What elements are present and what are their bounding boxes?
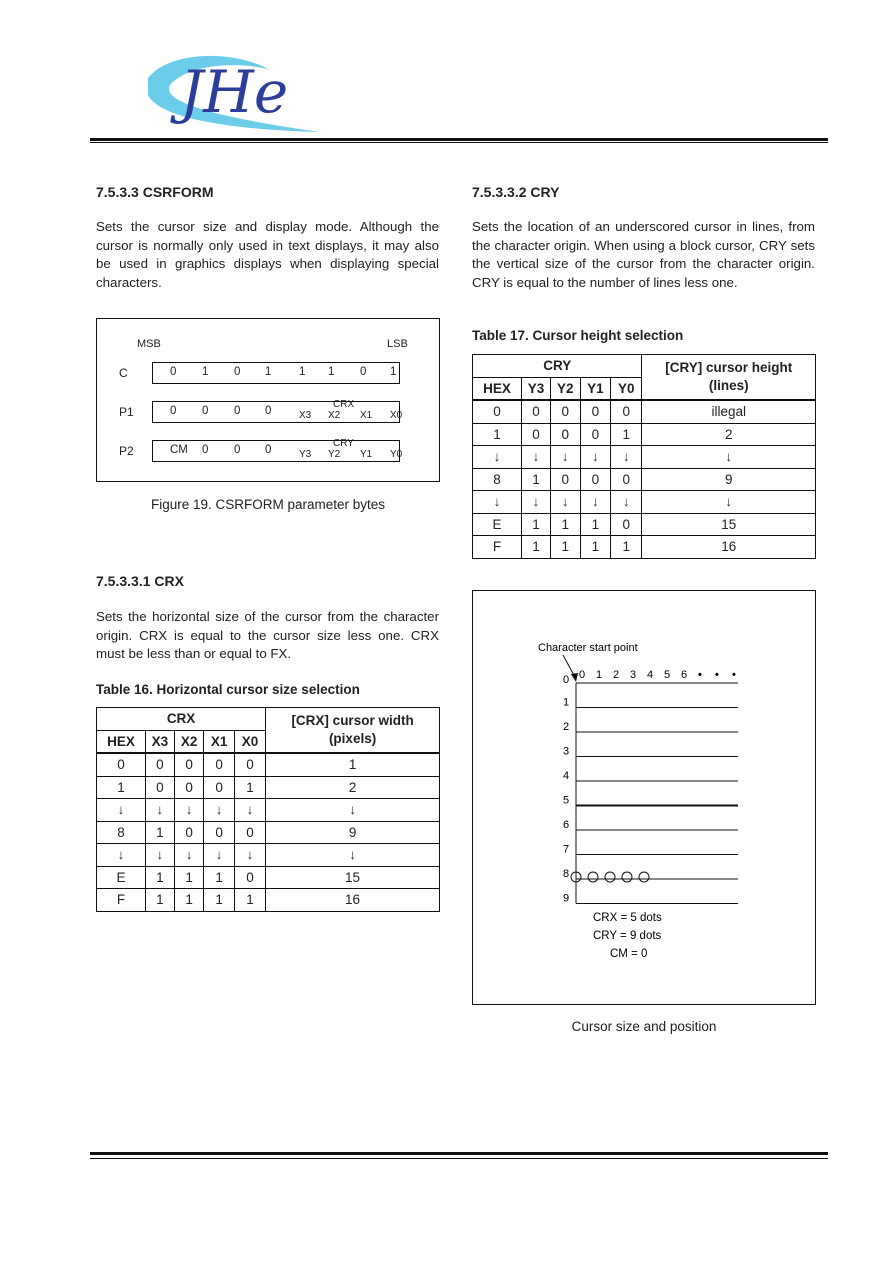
table-cell: 1 bbox=[146, 821, 175, 844]
table-cell: 1 bbox=[522, 513, 551, 536]
y-tick-label: 6 bbox=[563, 819, 570, 831]
y-tick-label: 3 bbox=[563, 745, 570, 758]
table-cell: 0 bbox=[522, 400, 551, 423]
table-column-header: X1 bbox=[204, 730, 234, 753]
cursor-figure-box bbox=[472, 590, 816, 1005]
table-row bbox=[473, 513, 816, 536]
x-tick-label: 5 bbox=[664, 669, 671, 681]
register-bit: 1 bbox=[299, 366, 306, 378]
table-row bbox=[473, 423, 816, 446]
register-bit: 0 bbox=[265, 444, 272, 456]
table-cell: 0 bbox=[550, 423, 580, 446]
table-cell: ↓ bbox=[204, 844, 234, 867]
y-tick-label: 4 bbox=[563, 770, 570, 782]
crx-paragraph: Sets the horizontal size of the cursor from the character origin. CRX is equal to the cursor size less one. CRX must be less than or equal to FX. bbox=[96, 609, 439, 661]
register-bit: 0 bbox=[360, 366, 367, 378]
table-cell: ↓ bbox=[550, 491, 580, 514]
csrform-paragraph: Sets the cursor size and display mode. Although the cursor is normally only used in text displays, it may also be used in graphics displays when displaying special characters. bbox=[96, 219, 439, 290]
register-bit: 0 bbox=[234, 366, 241, 378]
table-row bbox=[97, 753, 440, 776]
table-cell: 15 bbox=[642, 513, 816, 536]
register-label-p1: P1 bbox=[119, 405, 134, 419]
table-cell: 0 bbox=[580, 468, 611, 491]
table-column-header: HEX bbox=[97, 730, 146, 753]
table-cell: 0 bbox=[97, 753, 146, 776]
table-cell: ↓ bbox=[473, 491, 522, 514]
header-rule bbox=[90, 138, 828, 143]
table-cell: ↓ bbox=[611, 491, 642, 514]
table-cell: 0 bbox=[174, 776, 204, 799]
table-cell: ↓ bbox=[642, 491, 816, 514]
table-cell: E bbox=[473, 513, 522, 536]
table-cell: ↓ bbox=[97, 844, 146, 867]
figure-19-caption: Figure 19. CSRFORM parameter bytes bbox=[150, 497, 386, 512]
table-cell: illegal bbox=[642, 400, 816, 423]
table-cell: ↓ bbox=[204, 799, 234, 822]
section-heading-cry: 7.5.3.3.2 CRY bbox=[472, 184, 560, 200]
table-cell: 0 bbox=[550, 400, 580, 423]
table-cell: 1 bbox=[97, 776, 146, 799]
cursor-note: CM = 0 bbox=[610, 948, 648, 960]
table-cell: 8 bbox=[97, 821, 146, 844]
table-cell: 9 bbox=[266, 821, 440, 844]
table-cell: F bbox=[473, 536, 522, 559]
register-label-c: C bbox=[119, 366, 128, 380]
table-row bbox=[473, 446, 816, 469]
table-cell: 0 bbox=[550, 468, 580, 491]
table-16-caption: Table 16. Horizontal cursor size selection bbox=[96, 682, 360, 697]
cursor-diagram bbox=[473, 591, 815, 1004]
table-cell: 1 bbox=[550, 536, 580, 559]
table-cell: 1 bbox=[204, 889, 234, 912]
register-bit: X2 bbox=[328, 410, 341, 421]
register-bit: 0 bbox=[265, 405, 272, 417]
table-cell: 0 bbox=[146, 753, 175, 776]
logo-text: JHe bbox=[180, 58, 289, 126]
table-cell: 16 bbox=[642, 536, 816, 559]
table-cell: ↓ bbox=[174, 799, 204, 822]
cursor-note: CRY = 9 dots bbox=[593, 930, 662, 942]
table-cell: ↓ bbox=[266, 799, 440, 822]
table-cell: 1 bbox=[146, 889, 175, 912]
table-cell: 15 bbox=[266, 866, 440, 889]
register-bit: 1 bbox=[202, 366, 209, 378]
register-group-label: CRY bbox=[333, 438, 354, 449]
register-bit: 0 bbox=[202, 405, 209, 417]
table-row bbox=[473, 536, 816, 559]
table-17-caption: Table 17. Cursor height selection bbox=[472, 328, 684, 343]
table-cell: 1 bbox=[234, 889, 265, 912]
table-cell: 1 bbox=[204, 866, 234, 889]
table-column-header: Y1 bbox=[580, 377, 611, 400]
table-cell: 0 bbox=[473, 400, 522, 423]
table-cell: 1 bbox=[174, 866, 204, 889]
table-cell: 0 bbox=[580, 400, 611, 423]
table-cell: ↓ bbox=[642, 446, 816, 469]
logo-graphic bbox=[140, 40, 340, 135]
cursor-dot bbox=[622, 872, 632, 882]
register-bit: X1 bbox=[360, 410, 373, 421]
register-bit: 0 bbox=[234, 405, 241, 417]
y-tick-label: 7 bbox=[563, 843, 570, 856]
register-bit: 0 bbox=[202, 444, 209, 456]
table-cell: ↓ bbox=[522, 446, 551, 469]
table-row bbox=[473, 468, 816, 491]
table-cell: ↓ bbox=[146, 799, 175, 822]
register-bit: 1 bbox=[328, 366, 335, 378]
table-cell: 0 bbox=[234, 821, 265, 844]
y-tick-label: 1 bbox=[563, 696, 570, 709]
register-bit: Y1 bbox=[360, 449, 373, 460]
table-result-header: [CRX] cursor width (pixels) bbox=[266, 708, 440, 754]
y-tick-label: 9 bbox=[563, 892, 570, 905]
y-tick-label: 0 bbox=[563, 674, 570, 686]
table-cell: ↓ bbox=[580, 491, 611, 514]
table-cell: ↓ bbox=[174, 844, 204, 867]
cursor-dot bbox=[588, 872, 598, 882]
x-tick-label: 4 bbox=[647, 669, 654, 681]
register-bit: X0 bbox=[390, 410, 403, 421]
register-bit: 1 bbox=[390, 366, 397, 378]
table-cell: 1 bbox=[174, 889, 204, 912]
cursor-figure-caption: Cursor size and position bbox=[571, 1019, 717, 1034]
x-tick-label: 6 bbox=[681, 669, 688, 681]
table-column-header: X3 bbox=[146, 730, 175, 753]
table-cell: F bbox=[97, 889, 146, 912]
table-group-header: CRY bbox=[473, 355, 642, 378]
x-tick-label: 0 bbox=[579, 669, 586, 681]
section-heading-csrform: 7.5.3.3 CSRFORM bbox=[96, 184, 214, 200]
register-bit: 1 bbox=[265, 366, 272, 378]
table-cell: 9 bbox=[642, 468, 816, 491]
table-cell: ↓ bbox=[266, 844, 440, 867]
table-cell: 0 bbox=[204, 776, 234, 799]
table-cell: 0 bbox=[611, 400, 642, 423]
table-cell: ↓ bbox=[611, 446, 642, 469]
msb-label: MSB bbox=[137, 338, 161, 350]
table-cell: 8 bbox=[473, 468, 522, 491]
register-label-p2: P2 bbox=[119, 444, 134, 458]
table-cell: 1 bbox=[580, 536, 611, 559]
y-tick-label: 8 bbox=[563, 868, 570, 880]
table-column-header: HEX bbox=[473, 377, 522, 400]
table-cell: 0 bbox=[611, 468, 642, 491]
table-cell: 1 bbox=[234, 776, 265, 799]
table-row bbox=[473, 491, 816, 514]
table-cell: 1 bbox=[580, 513, 611, 536]
x-tick-label: 2 bbox=[613, 669, 620, 681]
lsb-label: LSB bbox=[387, 338, 408, 350]
register-bit: Y2 bbox=[328, 449, 341, 460]
table-cell: 0 bbox=[204, 753, 234, 776]
table-cell: 1 bbox=[146, 866, 175, 889]
table-cell: 2 bbox=[266, 776, 440, 799]
table-cell: 1 bbox=[266, 753, 440, 776]
table-cell: E bbox=[97, 866, 146, 889]
table-cell: 0 bbox=[146, 776, 175, 799]
table-cell: ↓ bbox=[146, 844, 175, 867]
table-16 bbox=[96, 707, 440, 912]
table-cell: 16 bbox=[266, 889, 440, 912]
table-cell: 0 bbox=[234, 866, 265, 889]
start-pointer-arrowhead bbox=[571, 673, 578, 682]
x-tick-label: • bbox=[698, 669, 702, 681]
table-column-header: Y3 bbox=[522, 377, 551, 400]
table-cell: 0 bbox=[174, 821, 204, 844]
table-cell: 1 bbox=[611, 423, 642, 446]
table-cell: 1 bbox=[522, 536, 551, 559]
table-cell: 1 bbox=[550, 513, 580, 536]
table-cell: 1 bbox=[611, 536, 642, 559]
table-group-header: CRX bbox=[97, 708, 266, 731]
table-cell: ↓ bbox=[234, 799, 265, 822]
table-column-header: X0 bbox=[234, 730, 265, 753]
table-cell: 1 bbox=[522, 468, 551, 491]
table-cell: 0 bbox=[522, 423, 551, 446]
table-row bbox=[97, 776, 440, 799]
register-bit: 0 bbox=[170, 366, 177, 378]
cursor-dot bbox=[639, 872, 649, 882]
table-row bbox=[97, 821, 440, 844]
register-group-label: CRX bbox=[333, 399, 355, 410]
table-cell: ↓ bbox=[550, 446, 580, 469]
table-17 bbox=[472, 354, 816, 559]
register-bit: 0 bbox=[234, 444, 241, 456]
register-bit: Y0 bbox=[390, 449, 403, 460]
table-cell: 2 bbox=[642, 423, 816, 446]
y-tick-label: 2 bbox=[563, 721, 570, 733]
x-tick-label: 1 bbox=[596, 669, 603, 681]
character-start-label: Character start point bbox=[538, 642, 638, 654]
table-cell: ↓ bbox=[473, 446, 522, 469]
x-tick-label: 3 bbox=[630, 669, 637, 681]
table-cell: 0 bbox=[174, 753, 204, 776]
table-cell: 1 bbox=[473, 423, 522, 446]
table-cell: ↓ bbox=[580, 446, 611, 469]
table-column-header: X2 bbox=[174, 730, 204, 753]
y-tick-label: 5 bbox=[563, 794, 570, 807]
table-cell: ↓ bbox=[97, 799, 146, 822]
table-cell: 0 bbox=[234, 753, 265, 776]
register-bit: Y3 bbox=[299, 449, 312, 460]
table-column-header: Y0 bbox=[611, 377, 642, 400]
register-bit: 0 bbox=[170, 405, 177, 417]
table-cell: 0 bbox=[580, 423, 611, 446]
x-tick-label: • bbox=[715, 669, 719, 681]
table-cell: 0 bbox=[611, 513, 642, 536]
table-cell: 0 bbox=[204, 821, 234, 844]
table-row bbox=[97, 866, 440, 889]
x-tick-label: • bbox=[732, 669, 736, 681]
cursor-dot bbox=[605, 872, 615, 882]
register-bit: CM bbox=[170, 444, 188, 456]
table-cell: ↓ bbox=[234, 844, 265, 867]
register-bit: X3 bbox=[299, 410, 312, 421]
section-heading-crx: 7.5.3.3.1 CRX bbox=[96, 573, 184, 589]
figure-19-box bbox=[96, 318, 440, 482]
table-row bbox=[473, 400, 816, 423]
table-row bbox=[97, 799, 440, 822]
table-row bbox=[97, 844, 440, 867]
table-column-header: Y2 bbox=[550, 377, 580, 400]
cursor-note: CRX = 5 dots bbox=[593, 912, 662, 924]
footer-rule bbox=[90, 1152, 828, 1159]
table-row bbox=[97, 889, 440, 912]
cry-paragraph: Sets the location of an underscored cursor in lines, from the character origin. When using a block cursor, CRY sets the vertical size of the cursor from the character origin. CRY is equal to the number of lines less one. bbox=[472, 219, 815, 290]
table-cell: ↓ bbox=[522, 491, 551, 514]
company-logo bbox=[140, 40, 340, 135]
table-result-header: [CRY] cursor height (lines) bbox=[642, 355, 816, 401]
